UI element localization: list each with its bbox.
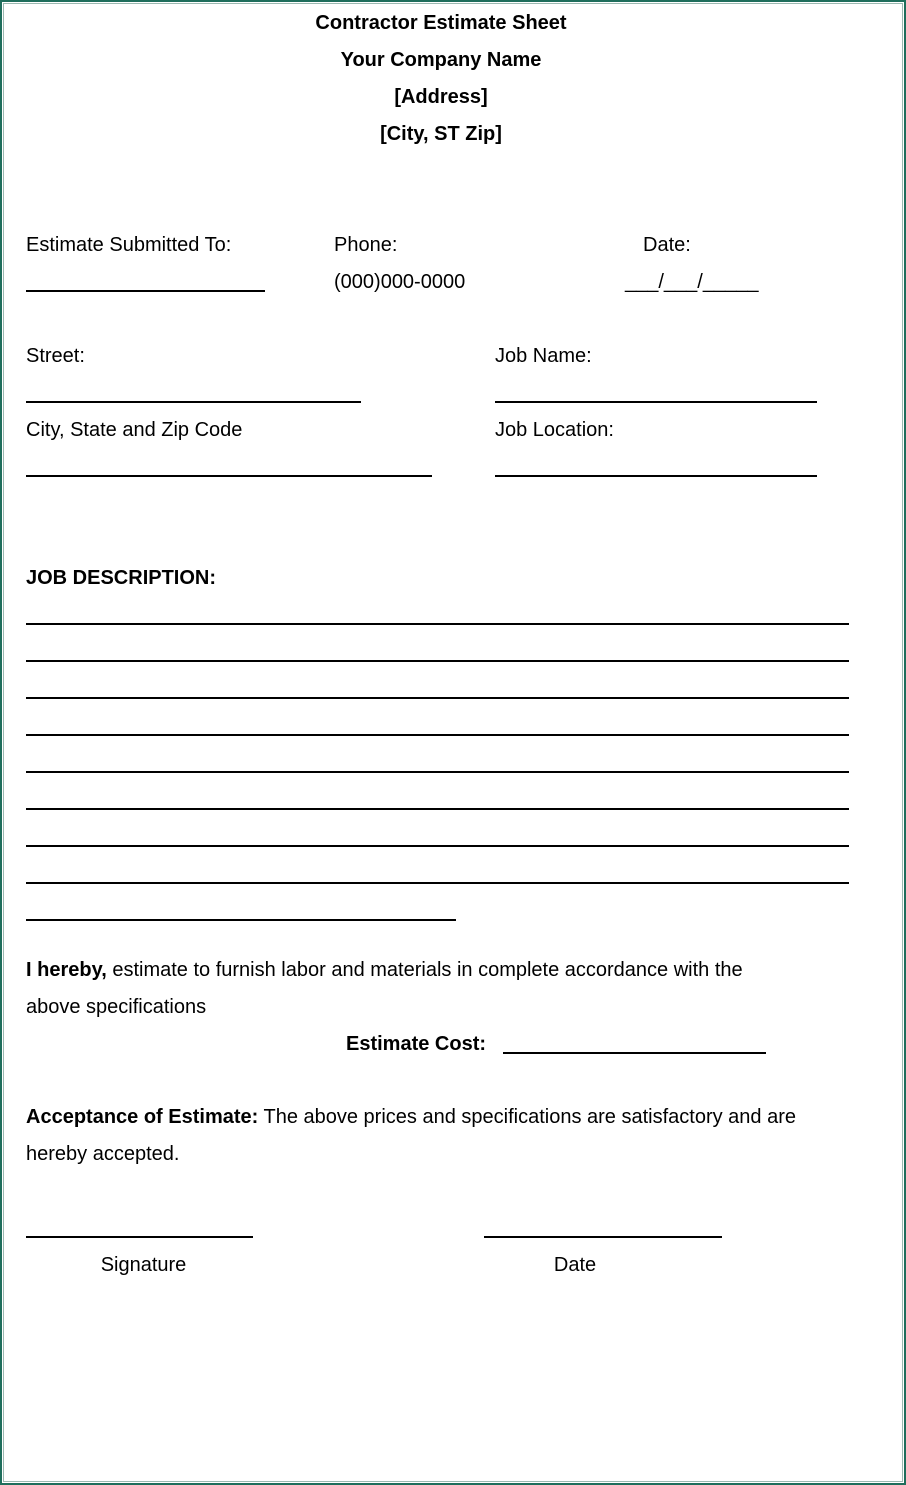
company-address: [Address] [394,86,488,108]
acceptance-statement [26,1105,796,1129]
job-description-line[interactable] [26,623,849,625]
form-title: Contractor Estimate Sheet [315,12,567,34]
acceptance-bold: Acceptance of Estimate: [26,1106,259,1128]
city-state-zip-field[interactable] [26,475,432,477]
job-name-field[interactable] [495,401,817,403]
hereby-bold: I hereby, [26,959,107,981]
hereby-text-line2: above specifications [26,996,207,1018]
phone-label: Phone: [334,234,398,256]
job-description-line[interactable] [26,845,849,847]
company-city-line: [City, ST Zip] [380,123,502,145]
date-label: Date: [643,234,691,256]
job-description-line[interactable] [26,919,456,921]
signature-date-field[interactable] [484,1236,722,1238]
job-description-line[interactable] [26,771,849,773]
company-name: Your Company Name [340,49,542,71]
job-description-line[interactable] [26,808,849,810]
signature-date-label: Date [553,1254,597,1276]
job-description-line[interactable] [26,882,849,884]
job-description-line[interactable] [26,697,849,699]
submitted-to-field[interactable] [26,290,265,292]
street-label: Street: [26,345,85,367]
date-field[interactable]: ___/___/_____ [625,271,759,293]
job-location-field[interactable] [495,475,817,477]
job-description-line[interactable] [26,660,849,662]
acceptance-text: The above prices and specifications are satisfactory and are [258,1106,797,1128]
job-description-label: JOB DESCRIPTION: [26,567,217,589]
signature-field[interactable] [26,1236,253,1238]
job-name-label: Job Name: [495,345,592,367]
hereby-statement [26,958,743,982]
phone-value[interactable]: (000)000-0000 [334,271,466,293]
acceptance-text-line2: hereby accepted. [26,1143,180,1165]
job-description-line[interactable] [26,734,849,736]
estimate-cost-label: Estimate Cost: [346,1033,487,1055]
signature-label: Signature [100,1254,187,1276]
job-location-label: Job Location: [495,419,614,441]
hereby-text: estimate to furnish labor and materials in complete accordance with the [106,959,743,981]
estimate-cost-field[interactable] [503,1052,766,1054]
city-state-zip-label: City, State and Zip Code [26,419,243,441]
street-field[interactable] [26,401,361,403]
submitted-to-label: Estimate Submitted To: [26,234,232,256]
